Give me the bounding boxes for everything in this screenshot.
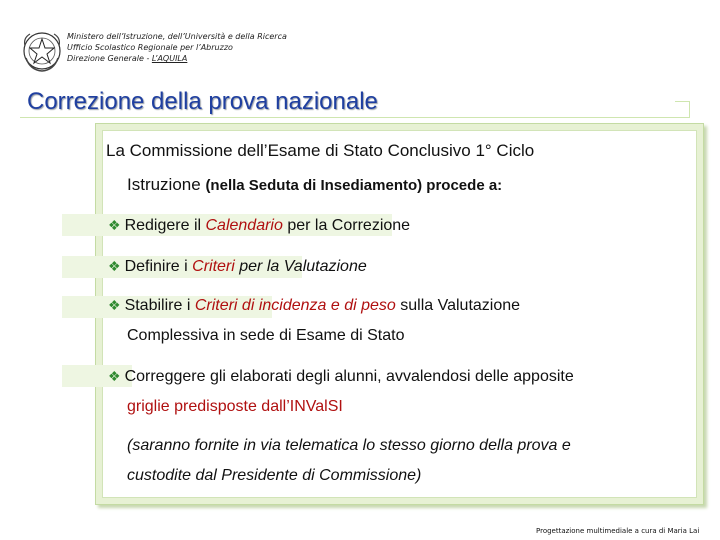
- diamond-bullet-icon: ❖: [108, 217, 121, 233]
- item-text-highlight: Calendario: [205, 217, 283, 234]
- title-underline: [20, 117, 690, 118]
- item-text-highlight: Criteri: [192, 258, 235, 275]
- diamond-bullet-icon: ❖: [108, 297, 121, 313]
- list-item-weights-line-2: Complessiva in sede di Esame di Stato: [127, 327, 405, 344]
- item-text-post: per la Correzione: [282, 217, 411, 234]
- slide-title: Correzione della prova nazionale: [27, 88, 378, 115]
- header-line-1: Ministero dell’Istruzione, dell’Università e della Ricerca: [67, 32, 287, 41]
- ministry-header: [67, 31, 287, 64]
- footer-credit: Progettazione multimediale a cura di Maria Lai: [536, 527, 700, 535]
- list-item-correct: [108, 368, 574, 386]
- list-item-criteria: [108, 258, 367, 276]
- title-underline-corner: [689, 101, 690, 118]
- item-text-pre: Correggere gli elaborati degli alunni, avvalendosi delle apposite: [124, 368, 574, 385]
- intro-line-2-main: Istruzione: [127, 175, 206, 194]
- item-text-pre: Definire i: [124, 258, 193, 275]
- header-city-link[interactable]: L’AQUILA: [151, 54, 188, 63]
- item-text-post: sulla Valutazione: [395, 297, 521, 314]
- note-line-1: (saranno fornite in via telematica lo stesso giorno della prova e: [127, 437, 571, 454]
- diamond-bullet-icon: ❖: [108, 258, 121, 274]
- list-item-correct-line-2: griglie predisposte dall’INValSI: [127, 398, 343, 415]
- list-item-weights: [108, 297, 520, 315]
- italian-republic-emblem-icon: [20, 28, 64, 74]
- header-line-3: [67, 53, 287, 64]
- note-line-2: custodite dal Presidente di Commissione): [127, 467, 422, 484]
- item-text-post: per la Valutazione: [234, 258, 367, 275]
- intro-line-1: La Commissione dell’Esame di Stato Conclusivo 1° Ciclo: [106, 141, 535, 160]
- diamond-bullet-icon: ❖: [108, 368, 121, 384]
- intro-line-2-sub: (nella Seduta di Insediamento) procede a:: [205, 177, 503, 194]
- title-underline-stub: [675, 101, 690, 102]
- header-line-3-prefix: Direzione Generale -: [67, 54, 152, 63]
- item-text-pre: Stabilire i: [124, 297, 195, 314]
- item-text-highlight: Criteri di incidenza e di peso: [194, 297, 396, 314]
- item-text-pre: Redigere il: [124, 217, 206, 234]
- list-item-calendar: [108, 217, 410, 235]
- header-line-2: Ufficio Scolastico Regionale per l’Abruzzo: [67, 43, 233, 52]
- intro-line-2: [127, 175, 502, 195]
